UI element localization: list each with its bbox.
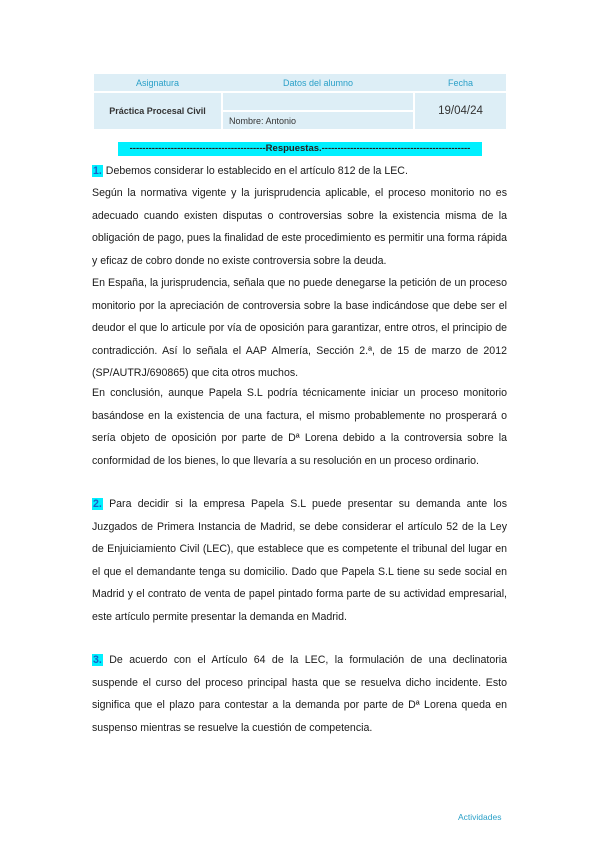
header-subject-label: Asignatura: [135, 77, 180, 88]
answers-title: -------------------------------------------Respuestas.-----------------------------------------------: [118, 142, 482, 156]
footer-label: Actividades: [458, 812, 502, 822]
date-value: 19/04/24: [415, 93, 506, 129]
answer-1-paragraph-3: En España, la jurisprudencia, señala que no puede denegarse la petición de un proceso monitorio por la apreciación de controversia sobre la base indicándose que debe ser el deudor el que lo articule por vía de oposición para garantizar, entre otros, el principio de contradicción. Así lo señala el AAP Almería, Sección 2.ª, de 15 de marzo de 2012 (SP/AUTRJ/690865) que cita otros muchos.: [92, 277, 507, 380]
student-name: Nombre: Antonio: [223, 112, 413, 129]
header-date-label: Fecha: [447, 77, 473, 88]
subject-value: Práctica Procesal Civil: [94, 93, 221, 129]
answer-number: 1.: [93, 165, 102, 177]
header-values-row: [94, 93, 506, 129]
answer-number: 2.: [93, 498, 102, 510]
answer-3-text: De acuerdo con el Artículo 64 de la LEC, la formulación de una declinatoria suspende el curso del proceso principal hasta que se resuelva dicho incidente. Esto significa que el plazo para contestar a la demanda por parte de Dª Lorena queda en suspenso mientras se resuelve la cuestión de competencia.: [92, 654, 507, 734]
answer-2: [92, 493, 507, 629]
answer-1-paragraph-2: Según la normativa vigente y la jurisprudencia aplicable, el proceso monitorio no es adecuado cuando existen disputas o controversias sobre la existencia misma de la obligación de pago, pues la finalidad de este procedimiento es permitir una forma rápida y eficaz de cobro donde no existe controversia sobre la deuda.: [92, 187, 507, 267]
student-cell-blank: [223, 93, 413, 110]
answer-1-text: Debemos considerar lo establecido en el artículo 812 de la LEC.: [102, 165, 408, 177]
student-cell: [221, 93, 415, 129]
answer-3: [92, 649, 507, 739]
answer-2-text: Para decidir si la empresa Papela S.L puede presentar su demanda ante los Juzgados de Primera Instancia de Madrid, se debe considerar el artículo 52 de la Ley de Enjuiciamiento Civil (LEC), que establece que es competente el tribunal del lugar en el que el demandante tenga su domicilio. Dado que Papela S.L tiene su sede social en Madrid y el contrato de venta de papel pintado forma parte de su actividad empresarial, este artículo permite presentar la demanda en Madrid.: [92, 498, 507, 623]
header-row: [94, 74, 506, 91]
header-student-label: Datos del alumno: [282, 77, 354, 88]
header-table: [94, 74, 506, 129]
answer-1-intro: [92, 160, 507, 183]
answer-1-paragraph-4: En conclusión, aunque Papela S.L podría técnicamente iniciar un proceso monitorio basándose en la existencia de una factura, el mismo probablemente no prosperará o sería objeto de oposición por parte de Dª Lorena debido a la controversia sobre la conformidad de los bienes, lo que llevaría a su resolución en un proceso ordinario.: [92, 387, 507, 467]
answer-number: 3.: [93, 654, 102, 666]
